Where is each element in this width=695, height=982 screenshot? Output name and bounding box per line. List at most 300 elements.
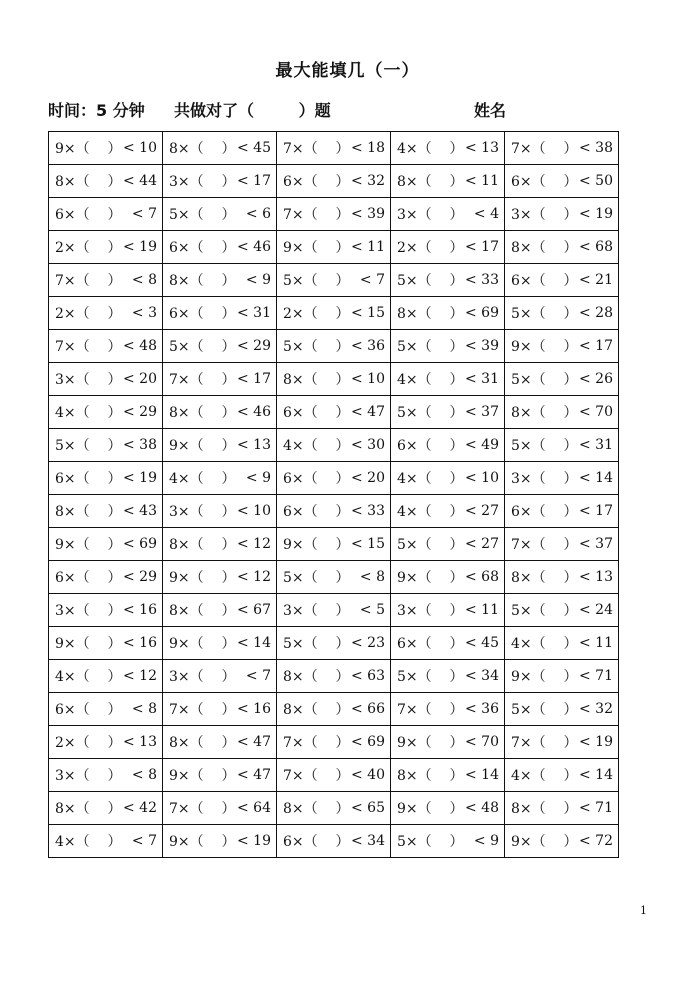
exercise-cell[interactable] [163,825,277,858]
exercise-item [169,204,271,224]
table-row [49,693,619,726]
exercise-cell[interactable] [277,528,391,561]
less-than-bound: < 11 [465,602,499,618]
exercise-grid [48,131,619,858]
exercise-cell[interactable] [391,165,505,198]
less-than-bound: < 33 [351,503,385,519]
exercise-cell[interactable] [505,264,619,297]
multiplication-blank: 9×（ ） [169,438,236,454]
less-than-bound: < 13 [465,140,499,156]
multiplication-blank: 3×（ ） [283,603,350,619]
exercise-item [511,303,613,323]
exercise-item [397,237,499,257]
exercise-item [169,600,271,620]
exercise-cell[interactable] [49,462,163,495]
less-than-bound: < 28 [579,305,613,321]
less-than-bound: < 16 [123,635,157,651]
multiplication-blank: 6×（ ） [283,174,350,190]
multiplication-blank: 6×（ ） [55,207,122,223]
exercise-item [511,237,613,257]
exercise-item [511,270,613,290]
exercise-item [283,501,385,521]
less-than-bound: < 29 [123,569,157,585]
exercise-item [169,237,271,257]
exercise-cell[interactable] [163,561,277,594]
exercise-item [283,237,385,257]
exercise-item [55,270,157,290]
exercise-cell[interactable] [391,198,505,231]
multiplication-blank: 5×（ ） [511,438,578,454]
exercise-cell[interactable] [49,264,163,297]
multiplication-blank: 9×（ ） [55,537,122,553]
exercise-cell[interactable] [391,825,505,858]
less-than-bound: < 36 [465,701,499,717]
exercise-cell[interactable] [49,825,163,858]
exercise-cell[interactable] [163,264,277,297]
less-than-bound: < 8 [131,272,157,288]
exercise-item [511,501,613,521]
exercise-item [169,303,271,323]
multiplication-blank: 5×（ ） [55,438,122,454]
exercise-item [283,336,385,356]
exercise-cell[interactable] [505,627,619,660]
exercise-item [55,402,157,422]
multiplication-blank: 9×（ ） [511,834,578,850]
exercise-cell[interactable] [49,231,163,264]
exercise-cell[interactable] [277,561,391,594]
exercise-cell[interactable] [49,198,163,231]
exercise-cell[interactable] [505,132,619,165]
exercise-item [283,468,385,488]
multiplication-blank: 4×（ ） [511,636,578,652]
multiplication-blank: 7×（ ） [511,141,578,157]
multiplication-blank: 8×（ ） [169,603,236,619]
exercise-item [511,138,613,158]
exercise-cell[interactable] [163,660,277,693]
exercise-cell[interactable] [49,429,163,462]
exercise-cell[interactable] [391,726,505,759]
exercise-cell[interactable] [277,462,391,495]
less-than-bound: < 9 [245,470,271,486]
exercise-cell[interactable] [277,693,391,726]
exercise-item [397,303,499,323]
exercise-cell[interactable] [505,660,619,693]
exercise-cell[interactable] [391,132,505,165]
multiplication-blank: 8×（ ） [169,405,236,421]
exercise-cell[interactable] [163,198,277,231]
exercise-cell[interactable] [505,165,619,198]
exercise-item [169,798,271,818]
exercise-cell[interactable] [505,363,619,396]
exercise-item [283,666,385,686]
exercise-cell[interactable] [277,132,391,165]
table-row [49,429,619,462]
exercise-cell[interactable] [505,693,619,726]
less-than-bound: < 44 [123,173,157,189]
exercise-cell[interactable] [505,759,619,792]
less-than-bound: < 31 [237,305,271,321]
less-than-bound: < 70 [579,404,613,420]
exercise-item [55,600,157,620]
exercise-item [169,633,271,653]
multiplication-blank: 6×（ ） [283,471,350,487]
exercise-item [283,765,385,785]
less-than-bound: < 7 [131,206,157,222]
exercise-item [397,765,499,785]
exercise-cell[interactable] [163,594,277,627]
multiplication-blank: 8×（ ） [397,306,464,322]
exercise-cell[interactable] [505,726,619,759]
table-row [49,132,619,165]
multiplication-blank: 9×（ ） [283,537,350,553]
exercise-cell[interactable] [277,330,391,363]
multiplication-blank: 4×（ ） [397,372,464,388]
exercise-cell[interactable] [505,231,619,264]
exercise-cell[interactable] [505,429,619,462]
multiplication-blank: 5×（ ） [283,339,350,355]
less-than-bound: < 45 [465,635,499,651]
exercise-cell[interactable] [505,330,619,363]
multiplication-blank: 6×（ ） [55,570,122,586]
exercise-cell[interactable] [391,495,505,528]
exercise-item [169,369,271,389]
less-than-bound: < 40 [351,767,385,783]
exercise-item [511,402,613,422]
worksheet-header [48,98,648,120]
exercise-item [511,171,613,191]
less-than-bound: < 36 [351,338,385,354]
exercise-cell[interactable] [277,792,391,825]
exercise-cell[interactable] [49,759,163,792]
less-than-bound: < 46 [237,404,271,420]
exercise-item [283,567,385,587]
exercise-cell[interactable] [505,198,619,231]
exercise-cell[interactable] [391,462,505,495]
multiplication-blank: 6×（ ） [397,636,464,652]
multiplication-blank: 4×（ ） [397,504,464,520]
exercise-cell[interactable] [277,264,391,297]
exercise-item [397,468,499,488]
less-than-bound: < 13 [123,734,157,750]
exercise-cell[interactable] [277,825,391,858]
exercise-item [55,534,157,554]
exercise-cell[interactable] [391,627,505,660]
exercise-item [283,138,385,158]
less-than-bound: < 13 [579,569,613,585]
multiplication-blank: 5×（ ） [511,372,578,388]
multiplication-blank: 5×（ ） [397,273,464,289]
exercise-item [283,171,385,191]
exercise-cell[interactable] [163,759,277,792]
exercise-item [397,798,499,818]
less-than-bound: < 17 [237,173,271,189]
exercise-cell[interactable] [163,132,277,165]
exercise-cell[interactable] [277,396,391,429]
exercise-cell[interactable] [163,363,277,396]
less-than-bound: < 68 [579,239,613,255]
exercise-cell[interactable] [505,495,619,528]
exercise-item [397,402,499,422]
multiplication-blank: 4×（ ） [397,471,464,487]
exercise-cell[interactable] [277,198,391,231]
multiplication-blank: 7×（ ） [511,735,578,751]
exercise-item [283,831,385,851]
less-than-bound: < 37 [579,536,613,552]
exercise-cell[interactable] [391,528,505,561]
less-than-bound: < 69 [123,536,157,552]
multiplication-blank: 3×（ ） [169,504,236,520]
exercise-item [169,402,271,422]
multiplication-blank: 8×（ ） [169,537,236,553]
multiplication-blank: 6×（ ） [169,306,236,322]
less-than-bound: < 68 [465,569,499,585]
exercise-cell[interactable] [163,627,277,660]
exercise-cell[interactable] [163,792,277,825]
exercise-cell[interactable] [505,528,619,561]
multiplication-blank: 5×（ ） [511,306,578,322]
exercise-cell[interactable] [49,693,163,726]
exercise-cell[interactable] [277,297,391,330]
multiplication-blank: 6×（ ） [397,438,464,454]
less-than-bound: < 8 [131,701,157,717]
exercise-cell[interactable] [49,726,163,759]
exercise-cell[interactable] [505,462,619,495]
exercise-cell[interactable] [391,594,505,627]
less-than-bound: < 12 [123,668,157,684]
exercise-cell[interactable] [49,297,163,330]
multiplication-blank: 7×（ ） [169,372,236,388]
exercise-item [55,765,157,785]
exercise-cell[interactable] [277,363,391,396]
exercise-cell[interactable] [505,792,619,825]
exercise-item [55,369,157,389]
less-than-bound: < 17 [237,371,271,387]
exercise-cell[interactable] [49,396,163,429]
multiplication-blank: 8×（ ） [511,801,578,817]
exercise-item [55,237,157,257]
less-than-bound: < 42 [123,800,157,816]
exercise-cell[interactable] [277,429,391,462]
exercise-cell[interactable] [505,561,619,594]
less-than-bound: < 39 [465,338,499,354]
less-than-bound: < 70 [465,734,499,750]
exercise-cell[interactable] [163,693,277,726]
exercise-cell[interactable] [277,165,391,198]
student-name-label: 姓名 [474,101,507,120]
exercise-cell[interactable] [49,792,163,825]
multiplication-blank: 5×（ ） [283,273,350,289]
exercise-cell[interactable] [49,561,163,594]
exercise-cell[interactable] [163,231,277,264]
exercise-item [169,534,271,554]
multiplication-blank: 2×（ ） [397,240,464,256]
exercise-cell[interactable] [391,660,505,693]
exercise-cell[interactable] [391,693,505,726]
exercise-item [169,765,271,785]
exercise-cell[interactable] [391,363,505,396]
exercise-item [169,138,271,158]
less-than-bound: < 14 [237,635,271,651]
exercise-item [283,303,385,323]
less-than-bound: < 69 [351,734,385,750]
exercise-cell[interactable] [391,759,505,792]
exercise-cell[interactable] [163,495,277,528]
exercise-cell[interactable] [277,660,391,693]
multiplication-blank: 8×（ ） [55,801,122,817]
exercise-item [397,171,499,191]
less-than-bound: < 15 [351,536,385,552]
multiplication-blank: 8×（ ） [397,768,464,784]
multiplication-blank: 3×（ ） [511,207,578,223]
less-than-bound: < 23 [351,635,385,651]
exercise-item [397,600,499,620]
less-than-bound: < 27 [465,536,499,552]
multiplication-blank: 9×（ ） [55,141,122,157]
exercise-cell[interactable] [505,396,619,429]
exercise-item [55,171,157,191]
multiplication-blank: 4×（ ） [55,669,122,685]
less-than-bound: < 47 [237,767,271,783]
exercise-cell[interactable] [391,264,505,297]
table-row [49,330,619,363]
multiplication-blank: 5×（ ） [169,339,236,355]
multiplication-blank: 6×（ ） [283,834,350,850]
worksheet-title: 最大能填几（一） [275,61,420,81]
exercise-item [397,534,499,554]
exercise-cell[interactable] [391,429,505,462]
exercise-cell[interactable] [163,462,277,495]
less-than-bound: < 3 [131,305,157,321]
less-than-bound: < 29 [123,404,157,420]
less-than-bound: < 11 [351,239,385,255]
multiplication-blank: 7×（ ） [283,768,350,784]
exercise-cell[interactable] [505,594,619,627]
multiplication-blank: 8×（ ） [511,240,578,256]
multiplication-blank: 8×（ ） [169,141,236,157]
less-than-bound: < 12 [237,569,271,585]
exercise-cell[interactable] [49,594,163,627]
exercise-cell[interactable] [49,528,163,561]
multiplication-blank: 8×（ ） [283,702,350,718]
multiplication-blank: 6×（ ） [511,504,578,520]
exercise-cell[interactable] [163,396,277,429]
less-than-bound: < 65 [351,800,385,816]
exercise-item [283,402,385,422]
less-than-bound: < 7 [359,272,385,288]
less-than-bound: < 15 [351,305,385,321]
multiplication-blank: 3×（ ） [55,603,122,619]
less-than-bound: < 34 [351,833,385,849]
exercise-item [169,501,271,521]
exercise-cell[interactable] [391,792,505,825]
less-than-bound: < 33 [465,272,499,288]
multiplication-blank: 4×（ ） [283,438,350,454]
table-row [49,726,619,759]
less-than-bound: < 17 [465,239,499,255]
exercise-cell[interactable] [163,330,277,363]
exercise-cell[interactable] [277,495,391,528]
exercise-item [169,732,271,752]
less-than-bound: < 7 [245,668,271,684]
multiplication-blank: 5×（ ） [397,339,464,355]
exercise-item [397,633,499,653]
less-than-bound: < 19 [237,833,271,849]
exercise-cell[interactable] [277,594,391,627]
exercise-cell[interactable] [391,561,505,594]
exercise-cell[interactable] [277,759,391,792]
exercise-item [511,204,613,224]
exercise-item [511,468,613,488]
exercise-item [169,567,271,587]
exercise-cell[interactable] [277,231,391,264]
exercise-cell[interactable] [391,396,505,429]
multiplication-blank: 3×（ ） [511,471,578,487]
exercise-cell[interactable] [163,726,277,759]
less-than-bound: < 17 [579,503,613,519]
exercise-cell[interactable] [505,297,619,330]
exercise-cell[interactable] [49,330,163,363]
exercise-item [511,336,613,356]
less-than-bound: < 32 [351,173,385,189]
exercise-item [169,336,271,356]
less-than-bound: < 16 [123,602,157,618]
less-than-bound: < 18 [351,140,385,156]
exercise-item [55,798,157,818]
exercise-cell[interactable] [391,330,505,363]
less-than-bound: < 19 [579,734,613,750]
less-than-bound: < 24 [579,602,613,618]
exercise-cell[interactable] [49,132,163,165]
exercise-cell[interactable] [505,825,619,858]
exercise-item [397,138,499,158]
exercise-cell[interactable] [49,495,163,528]
exercise-cell[interactable] [163,528,277,561]
multiplication-blank: 7×（ ） [511,537,578,553]
exercise-item [397,369,499,389]
exercise-item [511,633,613,653]
multiplication-blank: 9×（ ） [511,339,578,355]
exercise-cell[interactable] [49,660,163,693]
exercise-cell[interactable] [49,165,163,198]
less-than-bound: < 29 [237,338,271,354]
less-than-bound: < 38 [579,140,613,156]
less-than-bound: < 67 [237,602,271,618]
exercise-cell[interactable] [163,165,277,198]
less-than-bound: < 69 [465,305,499,321]
exercise-cell[interactable] [277,726,391,759]
exercise-item [55,732,157,752]
exercise-cell[interactable] [277,627,391,660]
exercise-item [55,666,157,686]
exercise-cell[interactable] [391,297,505,330]
less-than-bound: < 39 [351,206,385,222]
exercise-cell[interactable] [163,297,277,330]
exercise-cell[interactable] [49,627,163,660]
less-than-bound: < 64 [237,800,271,816]
less-than-bound: < 48 [123,338,157,354]
exercise-item [283,798,385,818]
exercise-cell[interactable] [49,363,163,396]
less-than-bound: < 11 [579,635,613,651]
exercise-cell[interactable] [391,231,505,264]
less-than-bound: < 71 [579,800,613,816]
table-row [49,627,619,660]
multiplication-blank: 8×（ ） [169,735,236,751]
multiplication-blank: 3×（ ） [397,603,464,619]
multiplication-blank: 8×（ ） [169,273,236,289]
exercise-cell[interactable] [163,429,277,462]
less-than-bound: < 27 [465,503,499,519]
